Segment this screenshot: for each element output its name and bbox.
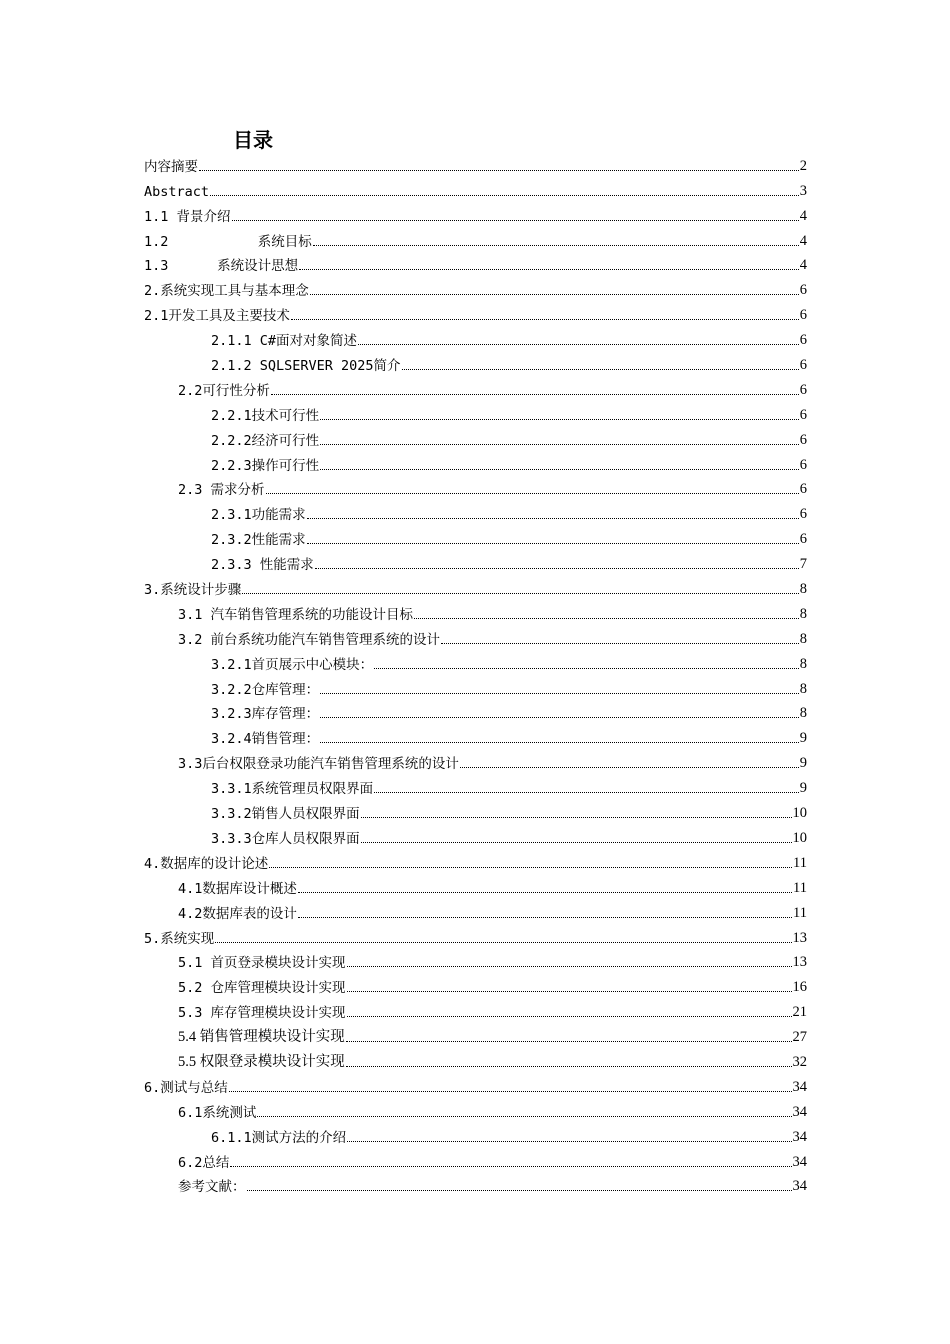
toc-entry-page: 6 <box>799 282 807 299</box>
toc-entry-page: 9 <box>799 755 807 772</box>
dot-leader <box>247 1190 792 1191</box>
toc-entry-label: 2.2.1技术可行性 <box>211 407 320 424</box>
dot-leader <box>313 245 799 246</box>
toc-entry-page: 32 <box>792 1053 807 1070</box>
toc-entry-page: 34 <box>792 1103 807 1120</box>
toc-entry[interactable] <box>144 1096 807 1121</box>
toc-entry-page: 6 <box>799 381 807 398</box>
toc-entry-page: 8 <box>799 581 807 598</box>
toc-entry[interactable] <box>144 1046 807 1071</box>
dot-leader <box>299 269 799 270</box>
toc-entry-page: 9 <box>799 780 807 797</box>
toc-entry[interactable] <box>144 722 807 747</box>
toc-entry-label: 2.3.3 性能需求 <box>211 557 314 574</box>
dot-leader <box>358 344 799 345</box>
toc-entry-label: 6.测试与总结 <box>144 1079 228 1096</box>
toc-entry-page: 3 <box>799 182 807 199</box>
toc-entry-label: 2.系统实现工具与基本理念 <box>144 283 309 300</box>
dot-leader <box>269 867 792 868</box>
dot-leader <box>230 1166 791 1167</box>
dot-leader <box>402 369 799 370</box>
toc-entry-page: 34 <box>792 1128 807 1145</box>
toc-entry-page: 11 <box>793 854 807 871</box>
dot-leader <box>346 1066 792 1067</box>
toc-entry-label: 3.2 前台系统功能汽车销售管理系统的设计 <box>178 631 441 648</box>
toc-entry-page: 34 <box>792 1078 807 1095</box>
toc-entry[interactable] <box>144 274 807 299</box>
toc-entry-label: 1.1 背景介绍 <box>144 208 231 225</box>
toc-entry[interactable] <box>144 797 807 822</box>
dot-leader <box>320 469 799 470</box>
toc-entry[interactable] <box>144 947 807 972</box>
dot-leader <box>414 618 799 619</box>
toc-entry-page: 8 <box>799 705 807 722</box>
toc-entry[interactable] <box>144 324 807 349</box>
toc-entry-label: 内容摘要 <box>144 158 198 175</box>
dot-leader <box>346 1041 792 1042</box>
toc-entry-page: 6 <box>799 456 807 473</box>
dot-leader <box>361 817 792 818</box>
dot-leader <box>307 543 799 544</box>
toc-entry-label: 2.1.2 SQLSERVER 2025简介 <box>211 358 401 375</box>
toc-entry-page: 6 <box>799 357 807 374</box>
toc-entry-label: 2.1.1 C#面对对象简述 <box>211 333 358 350</box>
toc-entry-label: 参考文献： <box>178 1179 246 1196</box>
toc-entry[interactable] <box>144 1021 807 1046</box>
dot-leader <box>242 593 798 594</box>
toc-entry-label: 2.3.1功能需求 <box>211 507 306 524</box>
toc-entry-page: 11 <box>793 904 807 921</box>
toc-entry[interactable] <box>144 872 807 897</box>
toc-entry-page: 13 <box>792 954 807 971</box>
toc-entry-page: 34 <box>792 1178 807 1195</box>
toc-entry-page: 6 <box>799 406 807 423</box>
dot-leader <box>257 1116 791 1117</box>
toc-entry[interactable] <box>144 698 807 723</box>
toc-entry[interactable] <box>144 1146 807 1171</box>
dot-leader <box>291 319 799 320</box>
toc-entry-label: 1.2 系统目标 <box>144 233 312 250</box>
toc-entry[interactable] <box>144 424 807 449</box>
toc-entry-label: 5.2 仓库管理模块设计实现 <box>178 980 346 997</box>
toc-entry-label: 3.3.1系统管理员权限界面 <box>211 781 374 798</box>
toc-entry[interactable] <box>144 523 807 548</box>
toc-entry[interactable] <box>144 1121 807 1146</box>
toc-entry-label: 6.2总结 <box>178 1154 230 1171</box>
dot-leader <box>307 518 799 519</box>
toc-entry-page: 8 <box>799 630 807 647</box>
dot-leader <box>320 717 799 718</box>
toc-entry-page: 7 <box>799 556 807 573</box>
toc-entry-page: 4 <box>799 257 807 274</box>
toc-entry-label: 3.2.3库存管理： <box>211 706 320 723</box>
dot-leader <box>271 394 799 395</box>
toc-entry-label: 3.3.3仓库人员权限界面 <box>211 830 360 847</box>
toc-entry[interactable] <box>144 498 807 523</box>
toc-entry-label: 2.1开发工具及主要技术 <box>144 308 290 325</box>
toc-entry-page: 6 <box>799 481 807 498</box>
toc-entry[interactable] <box>144 1071 807 1096</box>
dot-leader <box>347 991 792 992</box>
toc-entry-label: 3.系统设计步骤 <box>144 582 242 599</box>
toc-entry-page: 34 <box>792 1153 807 1170</box>
toc-entry[interactable] <box>144 250 807 275</box>
toc-title: 目录 <box>233 128 273 152</box>
toc-entry-page: 6 <box>799 531 807 548</box>
dot-leader <box>320 742 799 743</box>
toc-entry[interactable] <box>144 449 807 474</box>
toc-entry-label: 6.1.1测试方法的介绍 <box>211 1129 347 1146</box>
toc-entry[interactable] <box>144 150 807 175</box>
toc-entry-label: 3.3后台权限登录功能汽车销售管理系统的设计 <box>178 756 459 773</box>
dot-leader <box>320 693 799 694</box>
toc-entry-page: 9 <box>799 730 807 747</box>
dot-leader <box>320 444 799 445</box>
dot-leader <box>320 419 799 420</box>
toc-entry[interactable] <box>144 747 807 772</box>
toc-entry-page: 4 <box>799 207 807 224</box>
toc-entry-label: 2.2.2经济可行性 <box>211 432 320 449</box>
toc-entry-page: 21 <box>792 1004 807 1021</box>
toc-entry-label: 3.2.2仓库管理： <box>211 681 320 698</box>
toc-entry-label: 2.2可行性分析 <box>178 382 270 399</box>
toc-entry[interactable] <box>144 200 807 225</box>
toc-entry[interactable] <box>144 822 807 847</box>
dot-leader <box>374 668 799 669</box>
toc-entry[interactable] <box>144 175 807 200</box>
toc-entry[interactable] <box>144 971 807 996</box>
toc-entry-page: 16 <box>792 979 807 996</box>
toc-entry-label: Abstract <box>144 183 210 200</box>
toc-entry[interactable] <box>144 225 807 250</box>
toc-entry[interactable] <box>144 349 807 374</box>
toc-entry-page: 27 <box>792 1029 807 1046</box>
toc-entry-page: 8 <box>799 680 807 697</box>
toc-entry-label: 3.3.2销售人员权限界面 <box>211 806 360 823</box>
toc-entry[interactable] <box>144 548 807 573</box>
toc-entry-page: 10 <box>792 829 807 846</box>
dot-leader <box>347 1016 792 1017</box>
toc-entry[interactable] <box>144 1171 807 1196</box>
toc-entry-label: 5.系统实现 <box>144 930 215 947</box>
toc-entry-page: 13 <box>792 929 807 946</box>
toc-entry[interactable] <box>144 648 807 673</box>
toc-entry-label: 3.1 汽车销售管理系统的功能设计目标 <box>178 606 414 623</box>
toc-entry-page: 6 <box>799 307 807 324</box>
toc-entry-label: 5.1 首页登录模块设计实现 <box>178 955 346 972</box>
toc-entry[interactable] <box>144 399 807 424</box>
toc-entry-label: 4.数据库的设计论述 <box>144 855 269 872</box>
toc-entry-label: 2.3.2性能需求 <box>211 532 306 549</box>
toc-entry-page: 2 <box>799 157 807 174</box>
toc-entry-label: 5.3 库存管理模块设计实现 <box>178 1005 346 1022</box>
dot-leader <box>215 942 791 943</box>
dot-leader <box>347 966 792 967</box>
dot-leader <box>298 892 792 893</box>
toc-entry[interactable] <box>144 847 807 872</box>
toc-entry-page: 4 <box>799 232 807 249</box>
toc-entry[interactable] <box>144 996 807 1021</box>
dot-leader <box>441 643 799 644</box>
dot-leader <box>347 1141 791 1142</box>
dot-leader <box>460 767 799 768</box>
toc-list <box>144 150 807 1195</box>
toc-entry[interactable] <box>144 673 807 698</box>
toc-entry-label: 2.3 需求分析 <box>178 482 265 499</box>
toc-entry-page: 6 <box>799 506 807 523</box>
toc-entry-page: 8 <box>799 655 807 672</box>
dot-leader <box>310 294 799 295</box>
toc-entry[interactable] <box>144 374 807 399</box>
toc-entry-page: 6 <box>799 332 807 349</box>
dot-leader <box>229 1091 792 1092</box>
dot-leader <box>374 792 799 793</box>
toc-entry-label: 5.4 销售管理模块设计实现 <box>178 1029 345 1046</box>
toc-entry[interactable] <box>144 598 807 623</box>
toc-entry-page: 10 <box>792 805 807 822</box>
toc-entry-label: 4.2数据库表的设计 <box>178 905 297 922</box>
toc-entry[interactable] <box>144 573 807 598</box>
toc-entry-label: 3.2.4销售管理： <box>211 731 320 748</box>
dot-leader <box>199 170 799 171</box>
toc-entry-page: 11 <box>793 879 807 896</box>
dot-leader <box>210 195 799 196</box>
dot-leader <box>315 568 799 569</box>
toc-entry-page: 8 <box>799 605 807 622</box>
dot-leader <box>266 493 799 494</box>
toc-entry-label: 2.2.3操作可行性 <box>211 457 320 474</box>
toc-entry-label: 4.1数据库设计概述 <box>178 880 297 897</box>
toc-entry[interactable] <box>144 922 807 947</box>
dot-leader <box>232 220 799 221</box>
toc-entry[interactable] <box>144 897 807 922</box>
toc-entry-label: 3.2.1首页展示中心模块： <box>211 656 374 673</box>
toc-entry[interactable] <box>144 623 807 648</box>
toc-entry[interactable] <box>144 772 807 797</box>
toc-entry-label: 6.1系统测试 <box>178 1104 257 1121</box>
toc-entry-page: 6 <box>799 431 807 448</box>
toc-entry[interactable] <box>144 474 807 499</box>
toc-entry[interactable] <box>144 299 807 324</box>
toc-entry-label: 5.5 权限登录模块设计实现 <box>178 1053 345 1070</box>
toc-entry-label: 1.3 系统设计思想 <box>144 258 299 275</box>
dot-leader <box>298 917 792 918</box>
dot-leader <box>361 842 792 843</box>
